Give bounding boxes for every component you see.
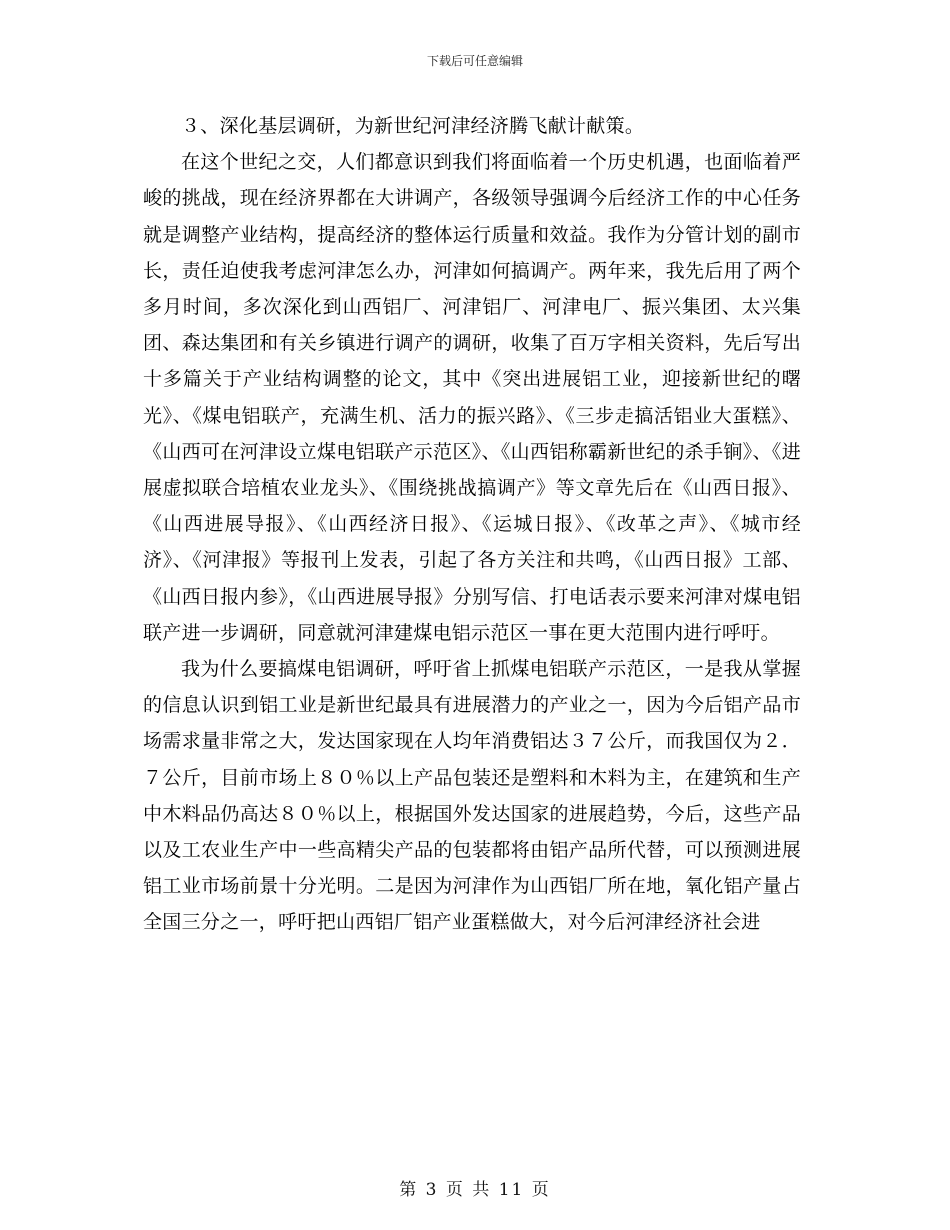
paragraph-section-heading: ３、深化基层调研，为新世纪河津经济腾飞献计献策。: [181, 115, 645, 137]
paragraph-reasons: 我为什么要搞煤电铝调研，呼吁省上抓煤电铝联产示范区，一是我从掌握的信息认识到铝工业是新世纪最具有进展潜力的产业之一，因为今后铝产品市场需求量非常之大，发达国家现在人均年消费铝达３７公斤，而我国仅为２．７公斤，目前市场上８０％以上产品包装还是塑料和木料为主，在建筑和生产中木料品仍高达８０％以上，根据国外发达国家的进展趋势，今后，这些产品以及工农业生产中一些高精尖产品的包装都将由铝产品所代替，可以预测进展铝工业市场前景十分光明。二是因为河津作为山西铝厂所在地，氧化铝产量占全国三分之一，呼吁把山西铝厂铝产业蛋糕做大，对今后河津经济社会进: [143, 658, 801, 934]
page-footer: 第 3 页 共 11 页: [399, 1180, 551, 1200]
document-body: [143, 108, 801, 941]
paragraph-research-summary: 在这个世纪之交，人们都意识到我们将面临着一个历史机遇，也面临着严峻的挑战，现在经济界都在大讲调产，各级领导强调今后经济工作的中心任务就是调整产业结构，提高经济的整体运行质量和效益。我作为分管计划的副市长，责任迫使我考虑河津怎么办，河津如何搞调产。两年来，我先后用了两个多月时间，多次深化到山西铝厂、河津铝厂、河津电厂、振兴集团、太兴集团、森达集团和有关乡镇进行调产的调研，收集了百万字相关资料，先后写出十多篇关于产业结构调整的论文，其中《突出进展铝工业，迎接新世纪的曙光》、《煤电铝联产，充满生机、活力的振兴路》、《三步走搞活铝业大蛋糕》、《山西可在河津设立煤电铝联产示范区》、《山西铝称霸新世纪的杀手锏》、《进展虚拟联合培植农业龙头》、《围绕挑战搞调产》等文章先后在《山西日报》、《山西进展导报》、《山西经济日报》、《运城日报》、《改革之声》、《城市经济》、《河津报》等报刊上发表，引起了各方关注和共鸣，《山西日报》工部、《山西日报内参》，《山西进展导报》分别写信、打电话表示要来河津对煤电铝联产进一步调研，同意就河津建煤电铝示范区一事在更大范围内进行呼吁。: [143, 151, 801, 644]
page-header: 下载后可任意编辑: [426, 54, 523, 68]
